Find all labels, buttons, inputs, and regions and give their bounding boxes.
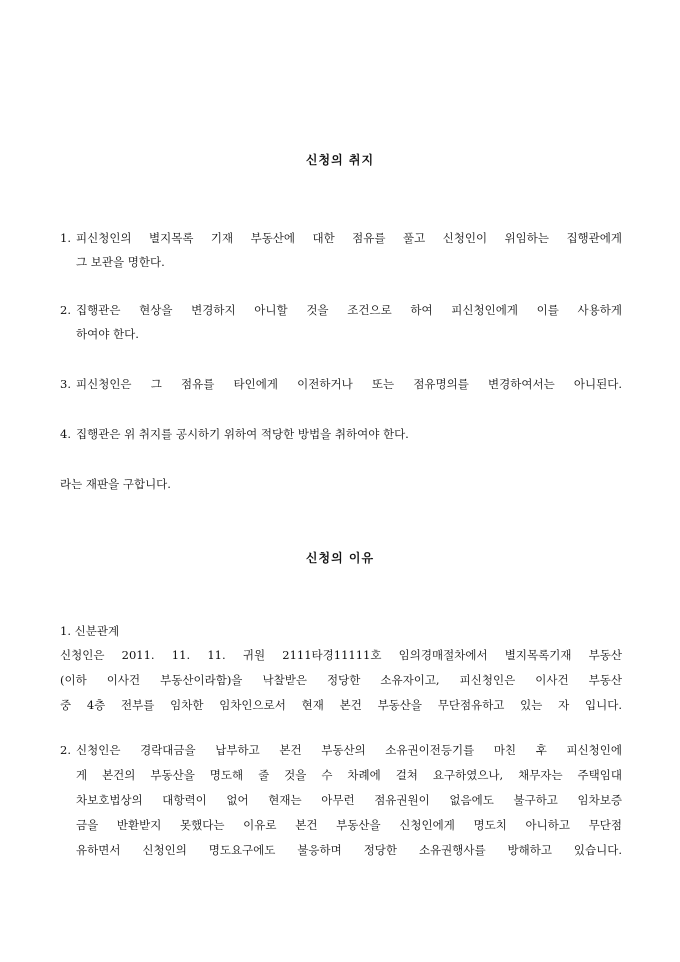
item-text: 신청인은 경락대금을 납부하고 본건 부동산의 소유권이전등기를 마친 후 피신청인에 <box>76 743 622 757</box>
purpose-closing: 라는 재판을 구합니다. <box>60 477 171 491</box>
item-text: 집행관은 위 취지를 공시하기 위하여 적당한 방법을 취하여야 한다. <box>76 427 409 441</box>
reasons-section-1-title: 1. 신분관계 <box>60 624 120 638</box>
item-text: 집행관은 현상을 변경하지 아니할 것을 조건으로 하여 피신청인에게 이를 사용하게 <box>76 303 622 317</box>
purpose-item-2-line-1 <box>60 298 622 322</box>
paragraph-line: (이하 이사건 부동산이라함)을 낙찰받은 정당한 소유자이고, 피신청인은 이사건 부동산 <box>60 673 622 687</box>
reasons-section-1-body <box>60 643 622 718</box>
reasons-heading: 신청의 이유 <box>305 551 375 565</box>
purpose-item-3-line-1 <box>60 372 622 396</box>
paragraph-line: 금을 반환받지 못했다는 이유로 본건 부동산을 신청인에게 명도치 아니하고 무단점 <box>76 818 622 832</box>
item-text: 피신청인은 그 점유를 타인에게 이전하거나 또는 점유명의를 변경하여서는 아니된다. <box>76 377 622 391</box>
paragraph-line: 차보호법상의 대항력이 없어 현재는 아무런 점유권원이 없음에도 불구하고 임차보증 <box>76 793 622 807</box>
paragraph-line <box>60 738 622 763</box>
reasons-section-2 <box>60 738 622 863</box>
item-number: 3. <box>60 377 71 391</box>
purpose-item-2-line-2: 하여야 한다. <box>76 327 139 341</box>
purpose-heading: 신청의 취지 <box>305 153 375 167</box>
item-number: 1. <box>60 231 71 245</box>
purpose-item-1-line-2: 그 보관을 명한다. <box>76 255 165 269</box>
purpose-item-1 <box>60 226 622 274</box>
purpose-item-2 <box>60 298 622 346</box>
item-number: 2. <box>60 743 71 757</box>
paragraph-line: 게 본건의 부동산을 명도해 줄 것을 수 차례에 걸쳐 요구하였으나, 채무자는 주택임대 <box>76 768 622 782</box>
item-number: 4. <box>60 427 71 441</box>
paragraph-line: 중 4층 전부를 임차한 임차인으로서 현재 본건 부동산을 무단점유하고 있는 자 입니다. <box>60 698 622 712</box>
item-number: 2. <box>60 303 71 317</box>
paragraph-line: 유하면서 신청인의 명도요구에도 불응하며 정당한 소유권행사를 방해하고 있습니다. <box>76 843 622 857</box>
purpose-item-1-line-1 <box>60 226 622 250</box>
item-text: 피신청인의 별지목록 기재 부동산에 대한 점유를 풀고 신청인이 위임하는 집행관에게 <box>76 231 622 245</box>
paragraph-line: 신청인은 2011. 11. 11. 귀원 2111타경11111호 임의경매절차에서 별지목록기재 부동산 <box>60 648 622 662</box>
purpose-item-4-line-1 <box>60 422 622 446</box>
purpose-item-3 <box>60 372 622 396</box>
purpose-item-4 <box>60 422 622 446</box>
